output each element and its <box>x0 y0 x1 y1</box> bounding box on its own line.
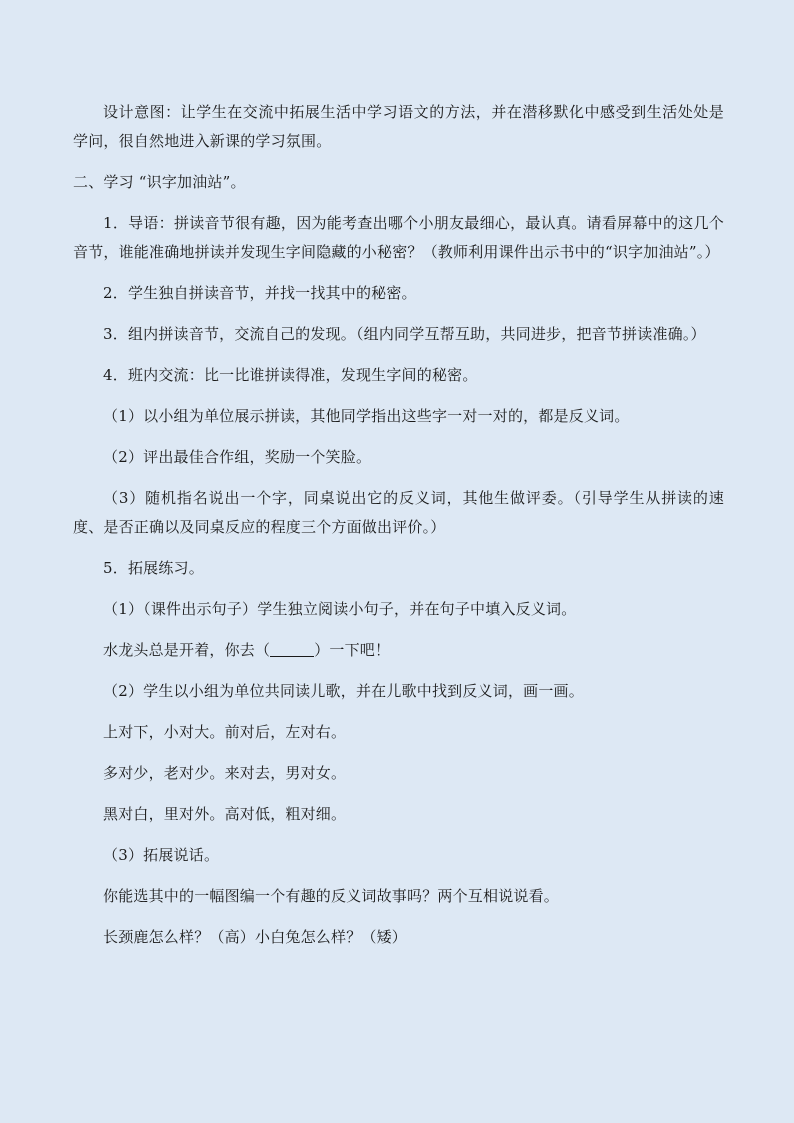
rhyme-line-2: 多对少，老对少。来对去，男对女。 <box>103 764 347 782</box>
paragraph-example-qa: 长颈鹿怎么样？（高）小白兔怎么样？（矮） <box>103 928 408 946</box>
paragraph-step-1: 1．导语：拼读音节很有趣，因为能考查出哪个小朋友最细心，最认真。请看屏幕中的这几个音节，谁能准确地拼读并发现生字间隐藏的小秘密？（教师利用课件出示书中的“识字加油站”。） <box>73 214 724 261</box>
paragraph-step-4-2: （2）评出最佳合作组，奖励一个笑脸。 <box>103 448 372 466</box>
answer-blank <box>270 642 314 657</box>
fill-in-sentence <box>73 636 724 665</box>
paragraph-step-3: 3．组内拼读音节，交流自己的发现。（组内同学互帮互助，共同进步，把音节拼读准确。） <box>103 325 706 343</box>
paragraph-step-4-3: （3）随机指名说出一个字，同桌说出它的反义词，其他生做评委。（引导学生从拼读的速度、是否正确以及同桌反应的程度三个方面做出评价。） <box>73 489 724 536</box>
paragraph-step-4: 4．班内交流：比一比谁拼读得准，发现生字间的秘密。 <box>103 366 478 384</box>
paragraph-step-2: 2．学生独自拼读音节，并找一找其中的秘密。 <box>103 284 417 302</box>
paragraph-step-5-2: （2）学生以小组为单位共同读儿歌，并在儿歌中找到反义词，画一画。 <box>103 682 584 700</box>
paragraph-step-5-3: （3）拓展说话。 <box>103 846 220 864</box>
paragraph-story-prompt: 你能选其中的一幅图编一个有趣的反义词故事吗？两个互相说说看。 <box>103 887 560 905</box>
paragraph-design-intent: 设计意图：让学生在交流中拓展生活中学习语文的方法，并在潜移默化中感受到生活处处是学问，很自然地进入新课的学习氛围。 <box>73 103 724 150</box>
fill-sentence-before: 水龙头总是开着，你去（ <box>103 641 271 659</box>
rhyme-line-1: 上对下，小对大。前对后，左对右。 <box>103 723 347 741</box>
rhyme-line-3: 黑对白，里对外。高对低，粗对细。 <box>103 805 347 823</box>
fill-sentence-after: ）一下吧！ <box>314 641 391 659</box>
paragraph-step-5-1: （1）（课件出示句子）学生独立阅读小句子，并在句子中填入反义词。 <box>103 600 577 618</box>
paragraph-step-5: 5．拓展练习。 <box>103 559 204 577</box>
section-heading-2: 二、学习 “识字加油站”。 <box>73 173 246 191</box>
paragraph-step-4-1: （1）以小组为单位展示拼读，其他同学指出这些字一对一对的，都是反义词。 <box>103 407 630 425</box>
